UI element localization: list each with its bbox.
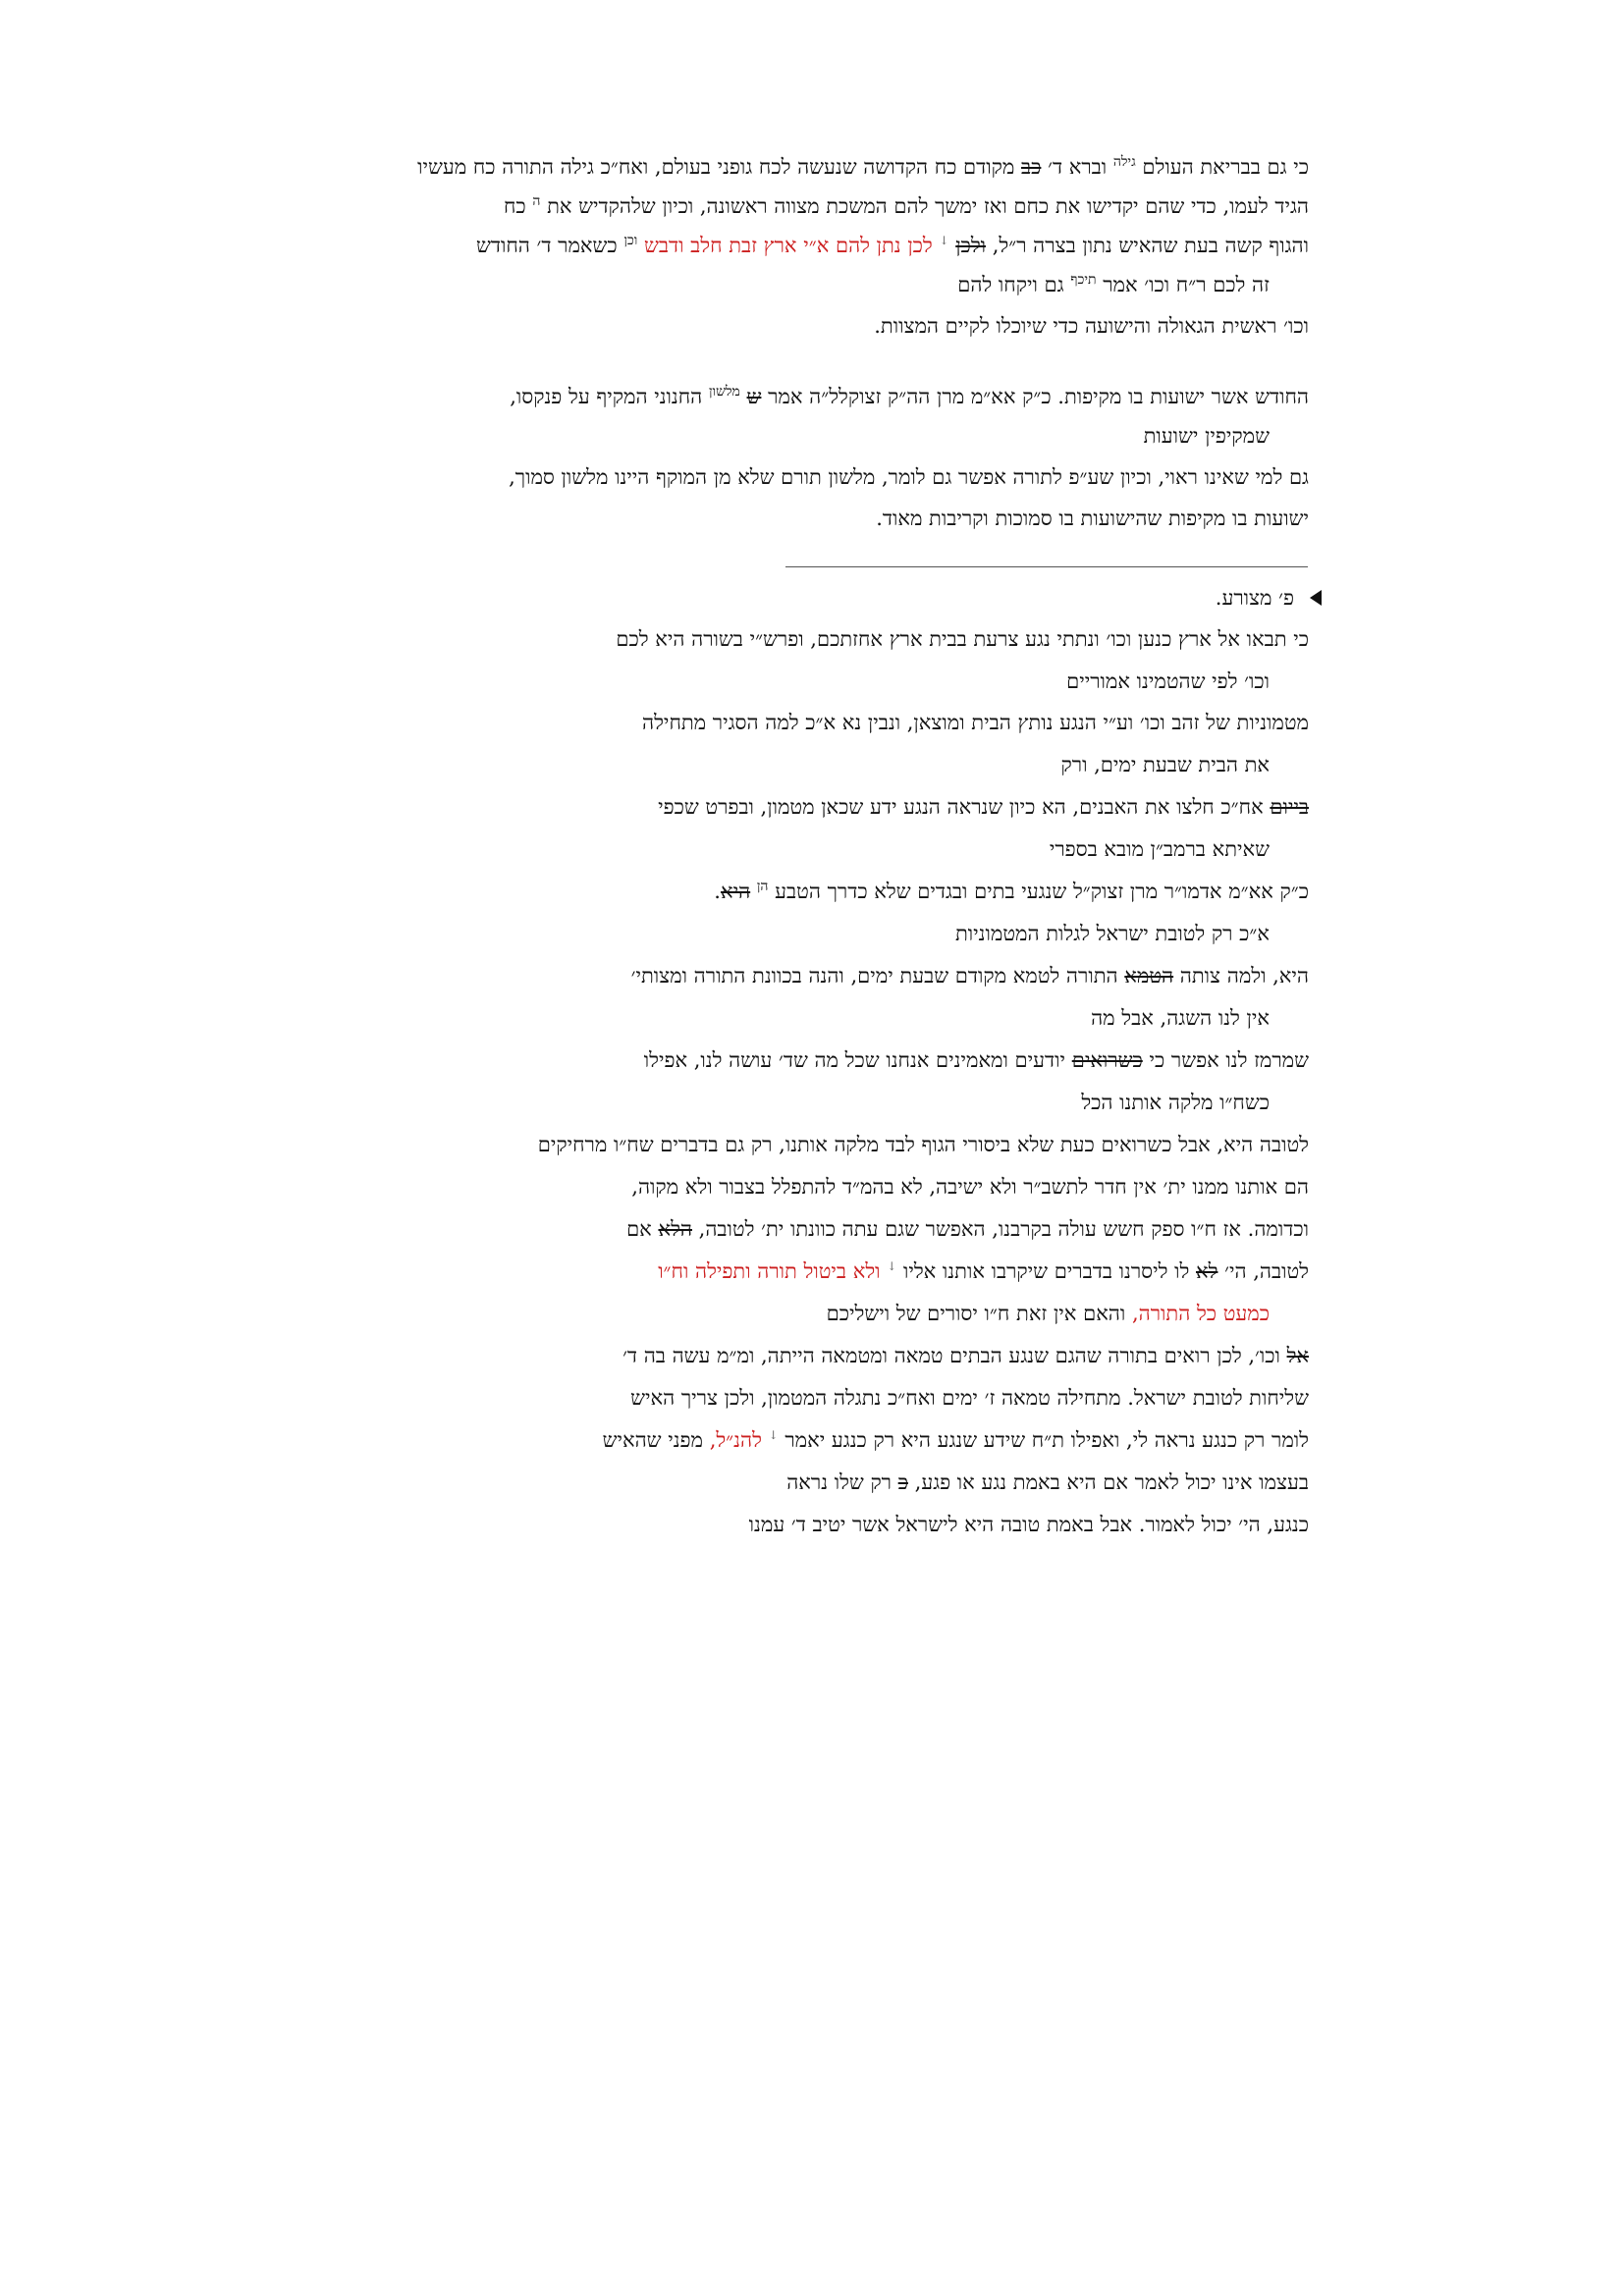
paragraph2-line2 <box>1144 422 1270 450</box>
superscript-insertion: מלשון <box>708 384 740 400</box>
section-line <box>1050 835 1270 863</box>
section-line <box>631 1173 1309 1201</box>
text-run: מפני שהאיש <box>602 1428 703 1452</box>
struck-text: לא <box>1196 1259 1218 1283</box>
text-run: וכו׳ לפי שהטמינו אמוריים <box>1066 669 1270 693</box>
paragraph1-line2 <box>504 192 1309 220</box>
paragraph1-line3 <box>476 232 1309 259</box>
text-run: כנגע, הי׳ יכול לאמור. אבל באמת טובה היא לישראל אשר יטיב ד׳ עמנו <box>748 1513 1309 1536</box>
superscript-insertion: וכן <box>623 233 638 248</box>
insertion-arrow-icon: ↓ <box>887 1259 897 1273</box>
heading-text: פ׳ מצורע. <box>1215 586 1294 610</box>
paragraph1-line4 <box>957 271 1270 298</box>
section-line <box>1066 667 1270 695</box>
horizontal-rule <box>785 566 1308 567</box>
text-run: הגיד לעמו, כדי שהם יקדישו את כחם ואז ימשך להם המשכת מצווה ראשונה, וכיון שלהקדיש את <box>547 194 1309 218</box>
red-insertion: לכן נתן להם א״י ארץ זבת חלב ודבש <box>644 234 933 257</box>
text-run: אין לנו השגה, אבל מה <box>1091 1006 1270 1030</box>
text-run: את הבית שבעת ימים, ורק <box>1060 753 1270 776</box>
paragraph2-line1 <box>510 383 1309 410</box>
text-run: וברא ד׳ <box>1048 155 1108 179</box>
text-run: כי גם בבריאת העולם <box>1142 155 1309 179</box>
section-line <box>538 1131 1309 1158</box>
section-line <box>1081 1089 1270 1116</box>
text-run: כ״ק אא״מ אדמו״ר מרן זצוק״ל שנגעי בתים ובגדים שלא כדרך הטבע <box>775 880 1309 903</box>
insertion-arrow-icon: ↓ <box>768 1428 779 1442</box>
section-line <box>786 1468 1309 1496</box>
text-run: וכו׳, לכן רואים בתורה שהגם שנגע הבתים טמאה ומטמאה הייתה, ומ״מ עשה בה ד׳ <box>622 1344 1280 1367</box>
text-run: וכו׳ ראשית הגאולה והישועה כדי שיוכלו לקיים המצוות. <box>874 314 1309 338</box>
text-run: לומר רק כנגע נראה לי, ואפילו ת״ח שידע שנגע היא רק כנגע יאמר <box>784 1428 1309 1452</box>
struck-text: הלא <box>658 1217 692 1241</box>
superscript-insertion: גילה <box>1112 154 1136 170</box>
text-run: זה לכם ר״ח וכו׳ אמר <box>1103 273 1270 296</box>
insertion-arrow-icon: ↓ <box>939 234 949 247</box>
text-run: מקודם כח הקדושה שנעשה לכח גופני בעולם, ואח״כ גילה התורה כח מעשיו <box>417 155 1015 179</box>
section-line <box>622 1342 1309 1369</box>
text-run: כח <box>503 194 526 218</box>
struck-text: כשרואים <box>1071 1048 1143 1072</box>
text-run: שליחות לטובת ישראל. מתחילה טמאה ז׳ ימים ואח״כ נתגלה המטמון, ולכן צריך האיש <box>630 1386 1309 1410</box>
bullet-triangle-icon <box>1310 590 1322 606</box>
text-run: כשאמר ד׳ החודש <box>476 234 618 257</box>
paragraph1-line1 <box>417 153 1309 181</box>
text-run: לו ליסרנו בדברים שיקרבו אותנו אליו <box>902 1259 1190 1283</box>
text-run: היא, ולמה צותה <box>1179 964 1309 988</box>
superscript-insertion: ה <box>532 193 541 209</box>
section-line <box>955 920 1270 947</box>
section-line <box>630 1384 1309 1412</box>
text-run: . <box>714 880 721 903</box>
red-insertion: להנ״ל, <box>709 1428 762 1452</box>
text-run: החודש אשר ישועות בו מקיפות. כ״ק אא״מ מרן הה״ק זצוקלל״ה אמר <box>768 385 1309 408</box>
section-line <box>603 1426 1309 1454</box>
text-run: מטמוניות של זהב וכו׳ וע״י הנגע נותץ הבית ומוצאן, ונבין נא א״כ למה הסגיר מתחילה <box>642 711 1309 734</box>
text-run: שמרמז לנו אפשר כי <box>1149 1048 1309 1072</box>
section-line <box>827 1300 1270 1327</box>
text-run: ישועות בו מקיפות שהישועות בו סמוכות וקריבות מאוד. <box>876 507 1309 530</box>
struck-text: היא <box>720 880 751 903</box>
struck-text: בייום <box>1270 795 1309 819</box>
superscript-insertion: הן <box>756 879 769 894</box>
struck-text: הטמא <box>1124 964 1174 988</box>
superscript-insertion: תיכף <box>1070 272 1097 288</box>
struck-text: כב <box>1021 155 1042 179</box>
struck-text: אל <box>1286 1344 1309 1367</box>
section-heading <box>1216 584 1294 612</box>
section-line <box>658 1257 1309 1285</box>
text-run: גם ויקחו להם <box>957 273 1064 296</box>
text-run: גם למי שאינו ראוי, וכיון שע״פ לתורה אפשר גם לומר, מלשון תורם שלא מן המוקף היינו מלשון סמוך, <box>509 465 1309 489</box>
struck-text: כ <box>897 1470 908 1494</box>
text-run: כי תבאו אל ארץ כנען וכו׳ ונתתי נגע צרעת בבית ארץ אחזתכם, ופרש״י בשורה היא לכם <box>616 627 1309 651</box>
section-line <box>658 793 1309 821</box>
red-insertion: כמעט כל התורה, <box>1131 1302 1270 1325</box>
text-run: וכדומה. אז ח״ו ספק חשש עולה בקרבנו, האפשר שגם עתה כוונתו ית׳ לטובה, <box>698 1217 1309 1241</box>
text-run: יודעים ומאמינים אנחנו שכל מה שד׳ עושה לנו, אפילו <box>643 1048 1066 1072</box>
text-run: החנוני המקיף על פנקסו, <box>510 385 703 408</box>
text-run: והגוף קשה בעת שהאיש נתון בצרה ר״ל, <box>992 234 1309 257</box>
text-run: לטובה היא, אבל כשרואים כעת שלא ביסורי הגוף לבד מלקה אותנו, רק גם בדברים שח״ו מרחיקים <box>537 1133 1309 1156</box>
section-line <box>749 1511 1309 1538</box>
section-line <box>626 1215 1309 1243</box>
text-run: א״כ רק לטובת ישראל לגלות המטמוניות <box>954 922 1270 945</box>
section-line <box>644 1046 1309 1074</box>
section-line <box>631 962 1309 989</box>
paragraph2-line3 <box>509 463 1309 491</box>
red-insertion: ולא ביטול תורה ותפילה וח״ו <box>658 1259 881 1283</box>
text-run: שמקיפין ישועות <box>1143 424 1270 448</box>
section-line <box>1061 751 1270 778</box>
paragraph1-line5 <box>874 312 1309 340</box>
struck-text: ולכן <box>955 234 987 257</box>
text-run: בעצמו אינו יכול לאמר אם היא באמת נגע או פגע, <box>914 1470 1309 1494</box>
text-run: התורה לטמא מקודם שבעת ימים, והנה בכוונת התורה ומצותי׳ <box>630 964 1118 988</box>
text-run: כשח״ו מלקה אותנו הכל <box>1081 1091 1270 1114</box>
text-run: הם אותנו ממנו ית׳ אין חדר לתשב״ר ולא ישיבה, לא בהמ״ד להתפלל בצבור ולא מקוה, <box>631 1175 1309 1199</box>
struck-text: ש <box>746 385 762 408</box>
section-line <box>714 878 1309 905</box>
text-run: אח״כ חלצו את האבנים, הא כיון שנראה הנגע ידע שכאן מטמון, ובפרט שכפי <box>658 795 1264 819</box>
text-run: אם <box>626 1217 652 1241</box>
paragraph2-line4 <box>876 505 1309 532</box>
text-run: שאיתא ברמב״ן מובא בספרי <box>1049 837 1270 861</box>
section-line <box>642 709 1309 736</box>
section-line <box>616 625 1309 653</box>
text-run: לטובה, הי׳ <box>1224 1259 1309 1283</box>
text-run: והאם אין זאת ח״ו יסורים של וישליכם <box>826 1302 1126 1325</box>
section-line <box>1091 1004 1270 1032</box>
text-run: רק שלו נראה <box>786 1470 892 1494</box>
